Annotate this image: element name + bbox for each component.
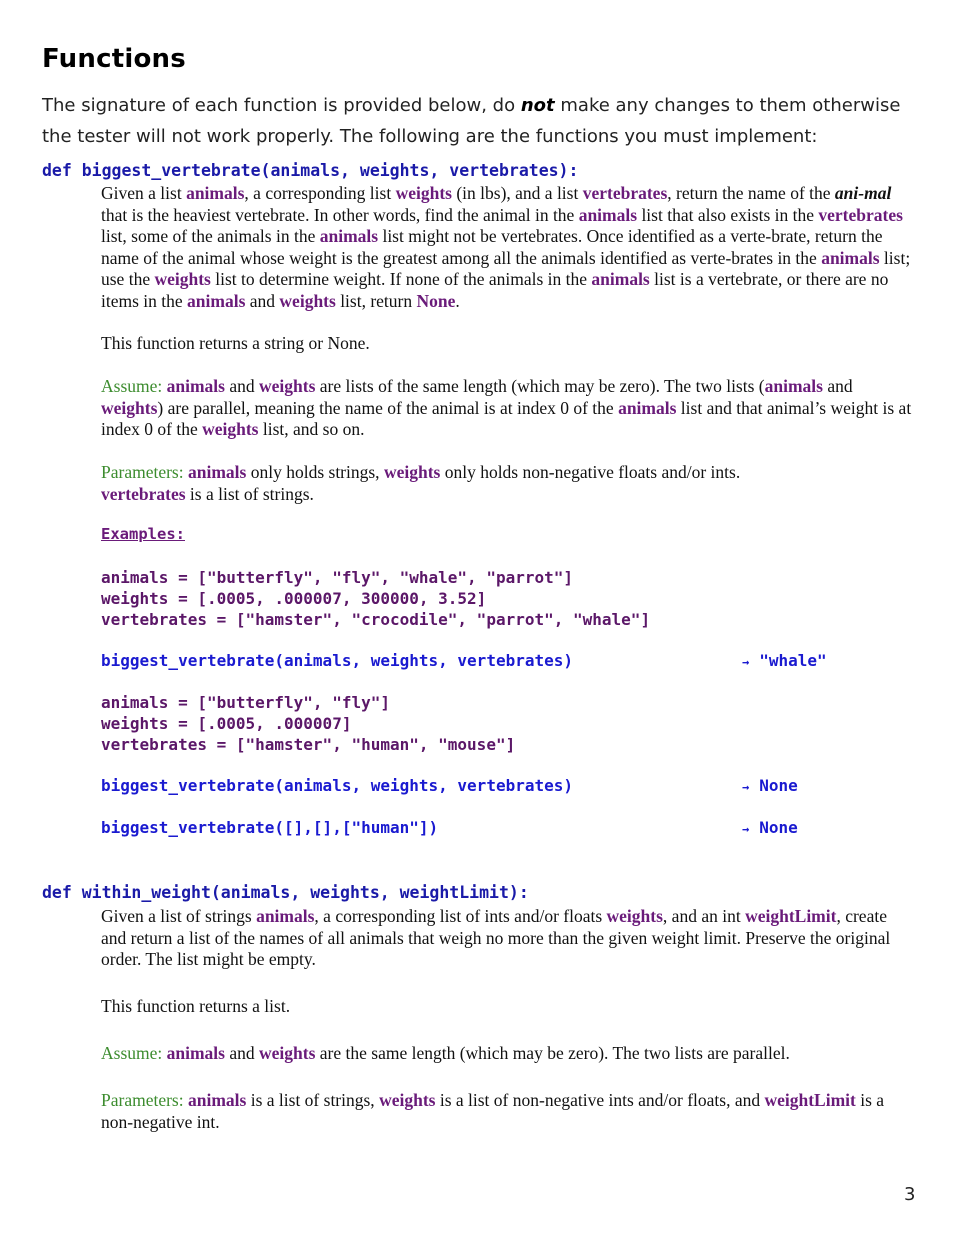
assume-text: are lists of the same length (which may be zero). The two lists ( (315, 376, 765, 396)
result-value: None (759, 818, 798, 837)
parameters-biggest-vertebrate (101, 462, 916, 505)
parameters-label: Parameters: (101, 462, 184, 482)
example-3-result (742, 818, 798, 837)
params-text: only holds strings, (246, 462, 384, 482)
parameters-label: Parameters: (101, 1090, 184, 1110)
returns-text-within-weight: This function returns a list. (101, 996, 291, 1016)
example-1-result (742, 651, 827, 670)
param-keyword: animals (187, 462, 247, 482)
param-keyword: weights (279, 290, 336, 311)
desc-text: Given a list (101, 183, 187, 203)
result-value: "whale" (759, 651, 827, 670)
desc-text: Given a list of strings (101, 906, 257, 926)
param-keyword: weights (395, 183, 452, 203)
desc-text: list to determine weight. If none of the animals in the (210, 269, 592, 289)
param-keyword: None (416, 290, 456, 311)
param-keyword: vertebrates (582, 183, 668, 203)
assume-text: and (224, 1043, 260, 1063)
assume-label: Assume: (101, 376, 163, 396)
intro-paragraph (42, 90, 924, 152)
emphasis-text: ani-mal (834, 183, 892, 203)
desc-text: , a corresponding list of ints and/or floats (314, 906, 607, 926)
param-keyword: animals (821, 247, 880, 268)
page-number: 3 (904, 1184, 916, 1205)
params-text: is a list of strings, (246, 1090, 380, 1110)
result-value: None (759, 776, 798, 795)
desc-text: and (245, 290, 280, 311)
assume-text: list, and so on. (258, 419, 365, 439)
params-text: only holds non-negative floats and/or ints. (440, 462, 741, 482)
assume-label: Assume: (101, 1043, 163, 1063)
desc-text: list, return (335, 290, 417, 311)
example-1-call: biggest_vertebrate(animals, weights, vertebrates) (101, 651, 574, 670)
param-keyword: weights (154, 269, 211, 289)
example-1-code: animals = ["butterfly", "fly", "whale", "parrot"] weights = [.0005, .000007, 300000, 3.52] vertebrates = ["hamster", "crocodile", "parrot", "whale"] (101, 568, 651, 629)
param-keyword: animals (618, 397, 677, 418)
desc-text: , create and return a list of the names of all animals that weigh no more than the given weight limit. Preserve the original order. The list might be empty. (101, 906, 891, 969)
example-2-call: biggest_vertebrate(animals, weights, vertebrates) (101, 776, 574, 795)
function-description-biggest-vertebrate (101, 183, 916, 312)
param-keyword: weights (259, 376, 316, 396)
param-keyword: weights (101, 397, 158, 418)
page-heading: Functions (42, 44, 186, 74)
desc-text: list is a vertebrate, or there are no items in the (101, 269, 889, 311)
arrow-icon: → (742, 655, 750, 669)
assume-text: and (822, 376, 853, 396)
params-text: is a list of non-negative ints and/or floats, and (435, 1090, 765, 1110)
param-keyword: animals (166, 1043, 225, 1063)
examples-heading: Examples: (101, 525, 185, 543)
assume-within-weight (101, 1043, 916, 1065)
example-3-call: biggest_vertebrate([],[],["human"]) (101, 818, 439, 837)
arrow-icon: → (742, 780, 750, 794)
assume-biggest-vertebrate (101, 376, 916, 441)
function-description-within-weight (101, 906, 916, 971)
param-keyword: animals (764, 376, 823, 396)
param-keyword: animals (187, 290, 246, 311)
param-keyword: animals (186, 183, 245, 203)
param-keyword: animals (256, 906, 315, 926)
arrow-icon: → (742, 822, 750, 836)
desc-text: , return the name of the (667, 183, 835, 203)
param-keyword: vertebrates (101, 483, 186, 504)
desc-text: list might not be vertebrates. Once identified as a verte-brate, return the name of the animal whose weight is the greatest among all the animals identified as verte-brates in the (101, 226, 883, 268)
param-keyword: weights (379, 1090, 436, 1110)
desc-text: list that also exists in the (637, 204, 819, 225)
desc-text: list, some of the animals in the (101, 226, 320, 246)
function-signature-within-weight: def within_weight(animals, weights, weightLimit): (42, 883, 529, 902)
intro-text-2: make any changes to them otherwise the tester will not work properly. The following are the functions you must implement: (42, 95, 901, 147)
params-text: is a non-negative int. (101, 1090, 885, 1132)
param-keyword: weights (202, 419, 259, 439)
param-keyword: weightLimit (745, 906, 837, 926)
param-keyword: weightLimit (764, 1090, 856, 1110)
desc-text: , a corresponding list (244, 183, 396, 203)
desc-text: (in lbs), and a list (451, 183, 583, 203)
param-keyword: weights (259, 1043, 316, 1063)
example-2-code: animals = ["butterfly", "fly"] weights = [.0005, .000007] vertebrates = ["hamster", "human", "mouse"] (101, 693, 516, 754)
desc-text: . (455, 290, 460, 311)
param-keyword: animals (187, 1090, 247, 1110)
param-keyword: animals (578, 204, 638, 225)
param-keyword: vertebrates (818, 204, 903, 225)
example-2-result (742, 776, 798, 795)
param-keyword: animals (166, 376, 225, 396)
assume-text: list and that animal’s weight is at index 0 of the (101, 397, 912, 439)
assume-text: ) are parallel, meaning the name of the animal is at index 0 of the (157, 397, 619, 418)
desc-text: , and an int (662, 906, 746, 926)
intro-text-1: The signature of each function is provided below, do (42, 95, 521, 116)
assume-text: and (224, 376, 260, 396)
param-keyword: animals (591, 269, 650, 289)
params-text: is a list of strings. (185, 483, 314, 504)
desc-text: list; use the (101, 247, 911, 289)
returns-text-biggest-vertebrate: This function returns a string or None. (101, 333, 370, 353)
param-keyword: weights (606, 906, 663, 926)
desc-text: that is the heaviest vertebrate. In other words, find the animal in the (101, 204, 579, 225)
param-keyword: weights (383, 462, 441, 482)
parameters-within-weight (101, 1090, 916, 1133)
intro-emphasis: not (520, 95, 555, 116)
assume-text: are the same length (which may be zero). The two lists are parallel. (315, 1043, 790, 1063)
function-signature-biggest-vertebrate: def biggest_vertebrate(animals, weights, vertebrates): (42, 161, 579, 180)
param-keyword: animals (319, 226, 379, 246)
